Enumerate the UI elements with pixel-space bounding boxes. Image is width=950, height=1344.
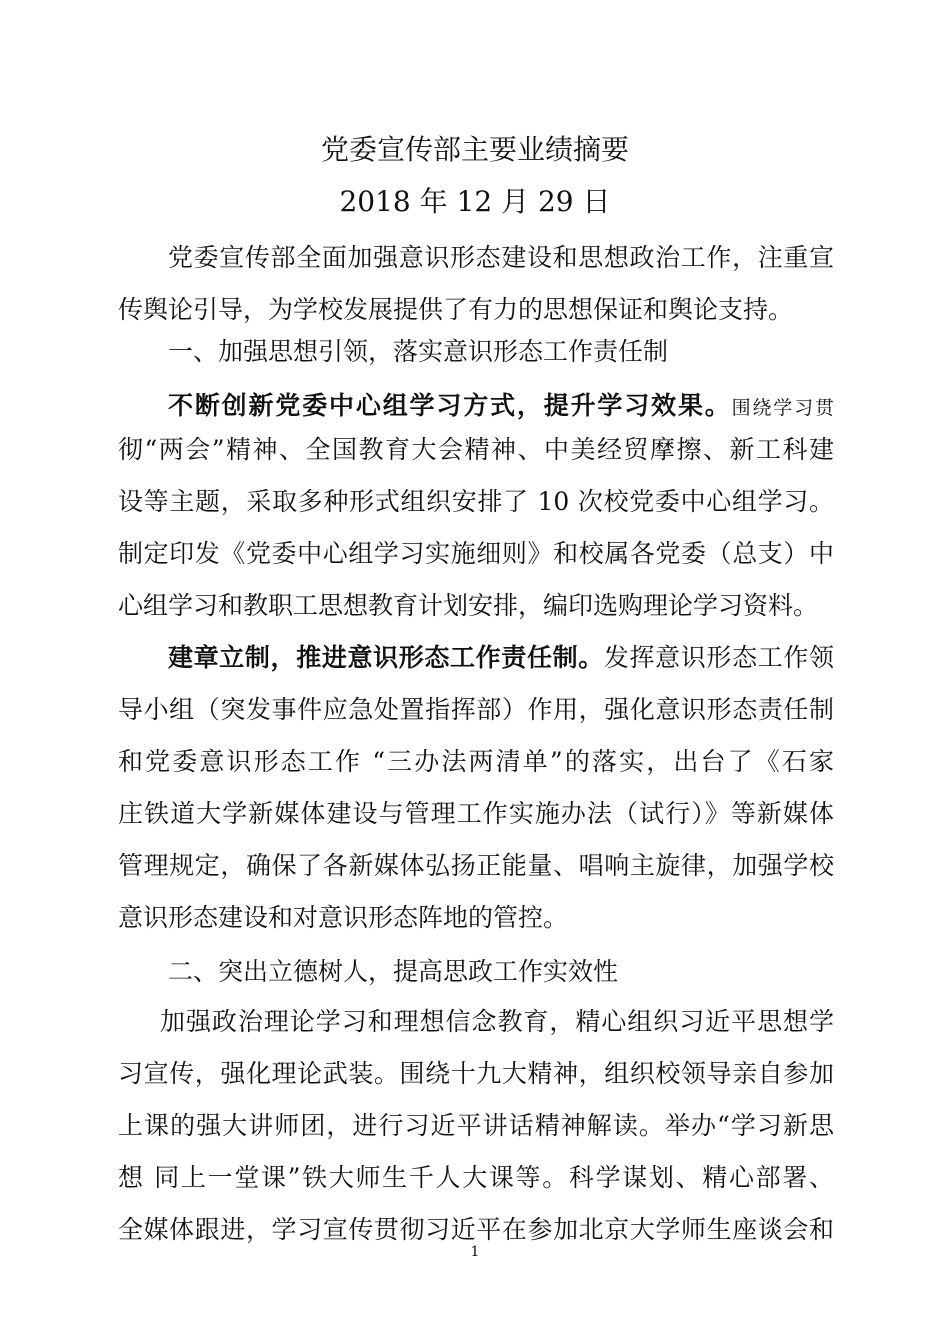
paragraph-line: 习宣传，强化理论武装。围绕十九大精神，组织校领导亲自参加 bbox=[118, 1059, 834, 1088]
paragraph-text: 发挥意识形态工作领 bbox=[603, 643, 834, 672]
intro-line: 党委宣传部全面加强意识形态建设和思想政治工作，注重宣 bbox=[168, 243, 834, 272]
paragraph-line: 全媒体跟进，学习宣传贯彻习近平在参加北京大学师生座谈会和 bbox=[118, 1215, 834, 1244]
paragraph-lead: 建章立制，推进意识形态工作责任制。 bbox=[168, 643, 604, 672]
paragraph-line: 想 同上一堂课”铁大师生千人大课等。科学谋划、精心部署、 bbox=[118, 1163, 834, 1192]
document-date: 2018 年 12 月 29 日 bbox=[339, 185, 611, 218]
paragraph-text: 围绕学习贯 bbox=[731, 397, 834, 419]
paragraph-line: 加强政治理论学习和理想信念教育，精心组织习近平思想学 bbox=[160, 1007, 834, 1036]
document-title: 党委宣传部主要业绩摘要 bbox=[320, 133, 629, 166]
paragraph-line: 导小组（突发事件应急处置指挥部）作用，强化意识形态责任制 bbox=[118, 695, 834, 724]
paragraph-line: 和党委意识形态工作 “三办法两清单”的落实，出台了《石家 bbox=[118, 747, 834, 776]
section-heading: 二、突出立德树人，提高思政工作实效性 bbox=[168, 957, 619, 986]
paragraph-lead: 不断创新党委中心组学习方式，提升学习效果。 bbox=[168, 391, 732, 420]
page-number: 1 bbox=[470, 1244, 480, 1260]
section-heading: 一、加强思想引领，落实意识形态工作责任制 bbox=[168, 337, 669, 366]
intro-line: 传舆论引导，为学校发展提供了有力的思想保证和舆论支持。 bbox=[118, 295, 794, 324]
paragraph-line: 管理规定，确保了各新媒体弘扬正能量、唱响主旋律，加强学校 bbox=[118, 851, 834, 880]
paragraph-line: 庄铁道大学新媒体建设与管理工作实施办法（试行）》等新媒体 bbox=[118, 799, 834, 828]
paragraph-line: 彻“两会”精神、全国教育大会精神、中美经贸摩擦、新工科建 bbox=[118, 435, 834, 464]
paragraph-line: 上课的强大讲师团，进行习近平讲话精神解读。举办“学习新思 bbox=[118, 1111, 834, 1140]
paragraph-line: 心组学习和教职工思想教育计划安排，编印选购理论学习资料。 bbox=[118, 591, 819, 620]
paragraph-line: 意识形态建设和对意识形态阵地的管控。 bbox=[118, 903, 569, 932]
paragraph-line: 设等主题，采取多种形式组织安排了 10 次校党委中心组学习。 bbox=[118, 487, 834, 516]
paragraph-first-line bbox=[168, 632, 834, 684]
paragraph-line: 制定印发《党委中心组学习实施细则》和校属各党委（总支）中 bbox=[118, 539, 834, 568]
